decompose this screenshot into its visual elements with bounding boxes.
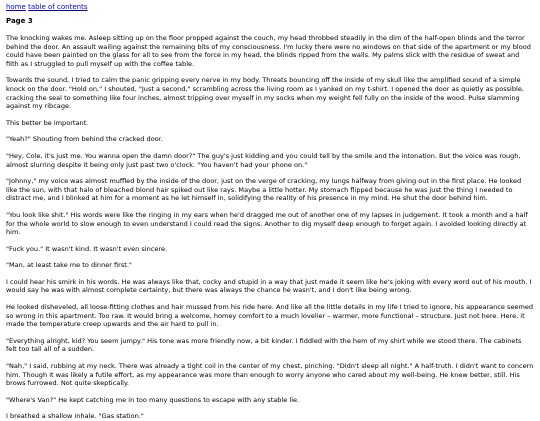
paragraph: "Yeah?" Shouting from behind the cracked door. [6, 135, 163, 144]
paragraph: The knocking wakes me. Asleep sitting up on the floor propped against the couch, my head throbbed steadily in the dim of the half-open blinds and the terror behind the door. An assault wailing against the remaining bits of my consciousness. I'm lucky there were no windows on that side of the apartment or my blood could have been painted on the glass for all to see from the force in my head, the blinds ripped from the walls. My palms slick with the residue of sweat and filth as I struggled to pull myself up with the coffee table. [6, 34, 531, 68]
paragraph: "Where's Van?" He kept catching me in too many questions to escape with any stable lie. [6, 395, 300, 404]
home-link[interactable]: home [6, 3, 26, 11]
paragraph: "Hey, Cole, it's just me. You wanna open the damn door?" The guy's just kidding and you could tell by the smile and the intonation. But the voice was rough, almost slurring despite it being only just past two o'clock. "You haven't had your phone on." [6, 151, 521, 169]
paragraph: He looked disheveled, all loose-fitting clothes and hair mussed from his ride here. And like all the little details in my life I tried to ignore, his appearance seemed so wrong in this apartment. Too raw. It would bring a welcome, homey comfort to a much lovelier – warmer, more functional – structure. Just not here. Here, it made the temperature creep upwards and the air hard to pull in. [6, 303, 534, 329]
story-body [6, 34, 534, 421]
paragraph: I could hear his smirk in his words. He was always like that, cocky and stupid in a way that just made it seem like he's joking with every word out of his mouth. I would say he was with almost complete certainty, but there was always the chance he wasn't, and I don't like being wrong. [6, 277, 532, 295]
paragraph: Towards the sound, I tried to calm the panic gripping every nerve in my body. Threats bouncing off the inside of my skull like the amplified sound of a simple knock on the door. "Hold on," I shouted, "Just a second," scrambling across the living room as I yanked on my t-shirt. I opened the door as quietly as possible, cracking the seal to something like four inches, almost tripping over myself in my socks when my weight fell fully on the inside of the wood. Pulse slamming against my ribcage. [6, 76, 524, 111]
paragraph: "Everything alright, kid? You seem jumpy." His tone was more friendly now, a bit kinder. I fiddled with the hem of my shirt while we stood there. The cabinets felt too tall all of a sudden. [6, 336, 522, 354]
paragraph: "Fuck you." It wasn't kind. It wasn't even sincere. [6, 244, 168, 253]
paragraph: This better be important. [6, 118, 89, 127]
table-of-contents-link[interactable]: table of contents [28, 3, 88, 11]
page-title: Page 3 [6, 17, 33, 25]
top-nav [6, 3, 534, 12]
paragraph: "Nah," I said, rubbing at my neck. There was already a tight coil in the center of my chest, pinching. "Didn't sleep all night." A half-truth. I didn't want to concern him. Though it was likely a futile effort, as my appearance was more than enough to worry anyone who cared about my well-being. He knew better, still. His brows furrowed. Not quite skeptically. [6, 362, 534, 388]
paragraph: "Man, at least take me to dinner first." [6, 261, 132, 270]
paragraph: "You look like shit." His words were like the ringing in my ears when he'd dragged me out of another one of my lapses in judgement. It took a month and a half for the whole world to slow enough to even understand I could read the signs. Another to dig myself deep enough to forget again. I avoided looking directly at him. [6, 210, 528, 237]
paragraph: "Johnny," my voice was almost muffled by the inside of the door, just on the verge of cracking, my lungs halfway from giving out in the first place. He looked like the sun, with that halo of bleached blond hair spiked out like rays. Maybe a little hotter. My stomach flipped because he was just the thing I needed to distract me, and I blinked at him for a moment as he let himself in, solidifying the reality of his presence in my mind. He shut the door behind him. [6, 177, 522, 203]
paragraph: I breathed a shallow inhale. "Gas station." [6, 412, 144, 421]
